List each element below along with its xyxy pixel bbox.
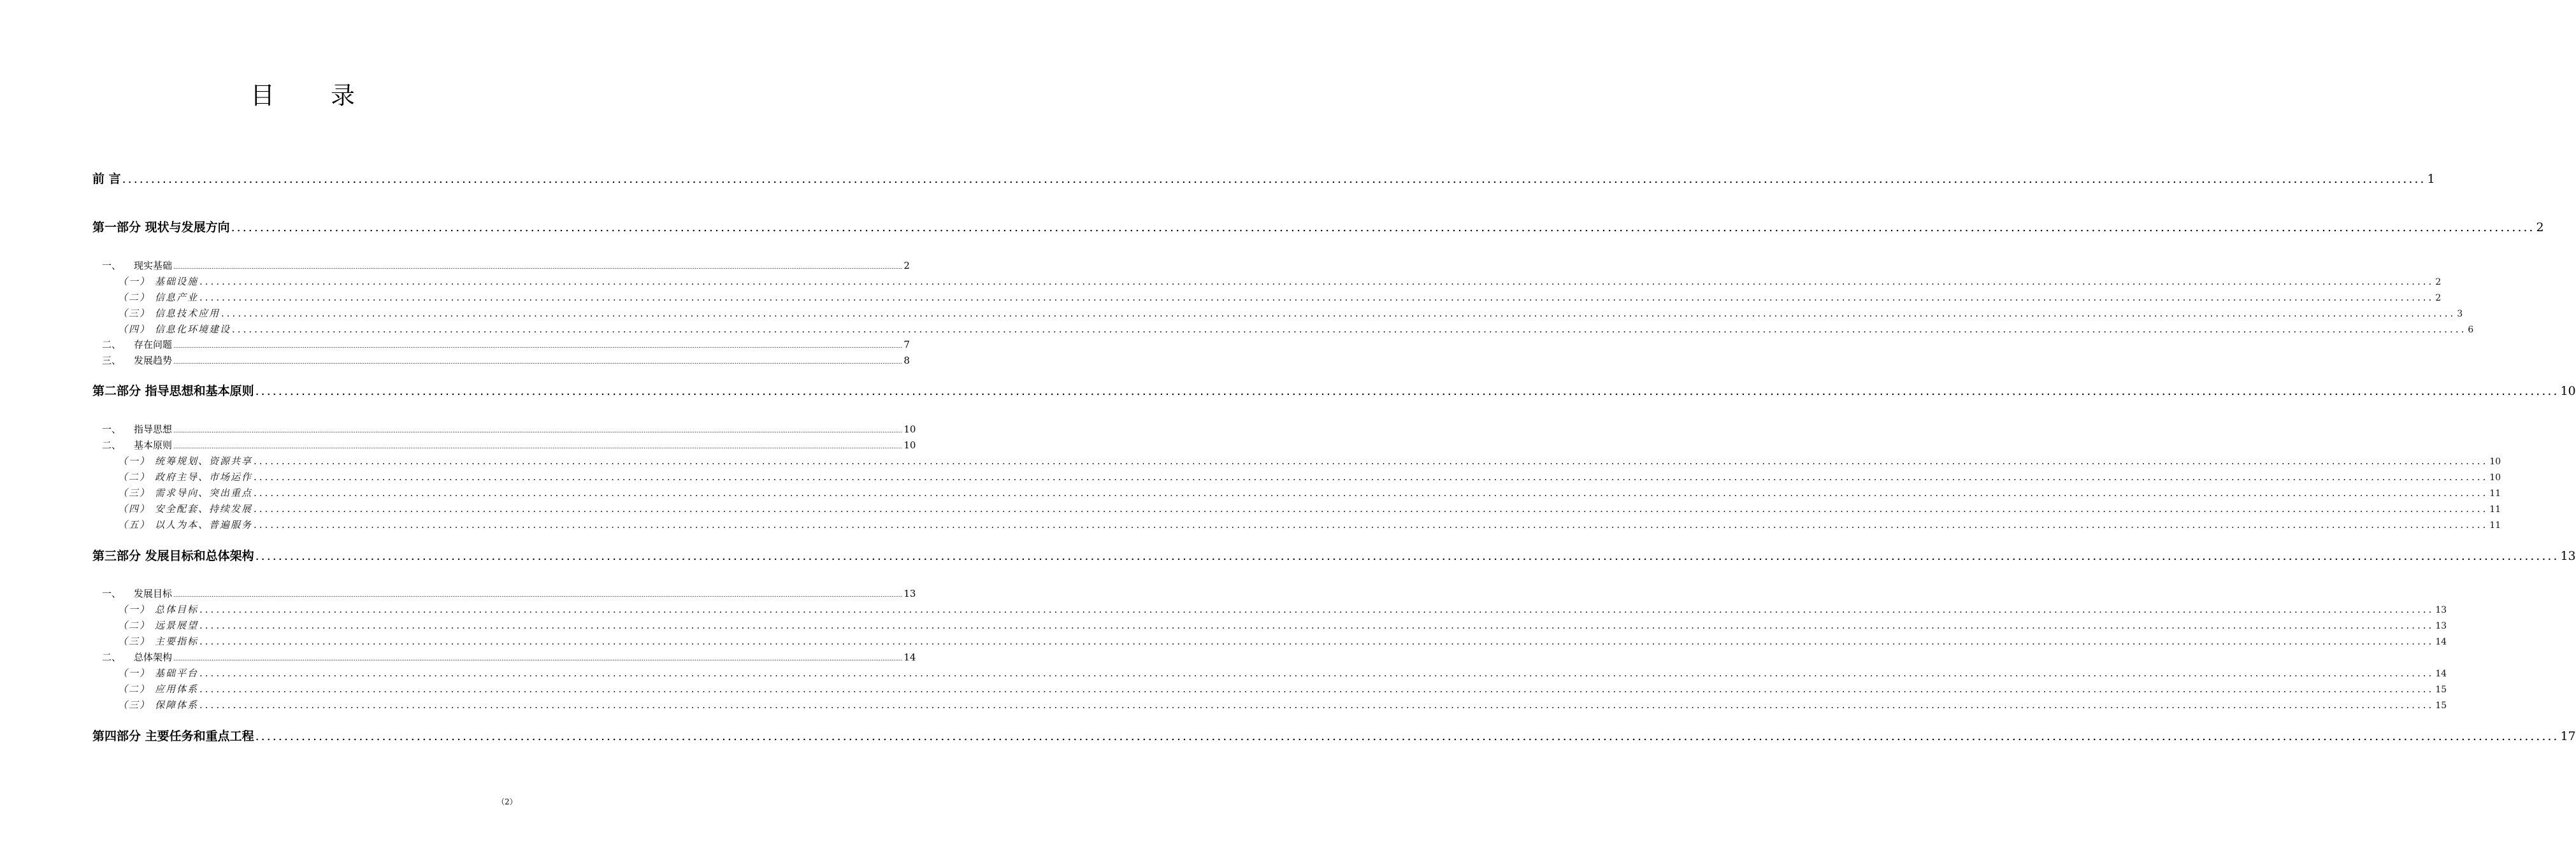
toc-part-label: 前 言 — [92, 172, 121, 186]
toc-leader: ................................................................................................................................................................................................................................................................................................................................................................................................................ — [199, 699, 2435, 711]
toc-part-label: 第三部分 发展目标和总体架构 — [92, 549, 254, 563]
toc-page-number: 2 — [2435, 277, 2442, 287]
toc-page-number: 2 — [2536, 220, 2544, 234]
toc-leader: ................................................................................................................................................................................................................................................................................................................................................................................................................ — [173, 359, 903, 366]
toc-subsection-number: （三） — [118, 636, 151, 647]
toc-section-label: 存在问题 — [134, 339, 173, 350]
toc-subsection-number: （四） — [118, 324, 151, 335]
toc-subsection-number: （一） — [118, 667, 151, 679]
toc-subsection[interactable] — [118, 634, 2447, 648]
toc-subsection-number: （四） — [118, 503, 151, 515]
toc-subsection-label: 基础设施 — [155, 276, 199, 287]
toc-section[interactable] — [102, 353, 910, 367]
toc-section[interactable] — [102, 438, 916, 452]
toc-subsection-number: （二） — [118, 683, 151, 695]
toc-part-label: 第四部分 主要任务和重点工程 — [92, 729, 254, 743]
toc-part-label: 第一部分 现状与发展方向 — [92, 220, 230, 234]
toc-leader: ................................................................................................................................................................................................................................................................................................................................................................................................................ — [173, 428, 903, 434]
toc-section-label: 现实基础 — [134, 260, 173, 271]
toc-section-number: 一、 — [102, 260, 122, 271]
toc-subsection[interactable] — [118, 290, 2442, 304]
toc-page-number: 14 — [2435, 637, 2447, 647]
toc-section-number: 一、 — [102, 588, 122, 599]
toc-subsection-label: 信息产业 — [155, 292, 199, 303]
toc-leader: ................................................................................................................................................................................................................................................................................................................................................................................................................ — [221, 308, 2456, 319]
toc-page-number: 8 — [903, 355, 910, 366]
toc-page-number: 10 — [903, 424, 916, 435]
toc-subsection[interactable] — [118, 322, 2474, 336]
toc-subsection[interactable] — [118, 666, 2447, 680]
toc-page-number: 2 — [2435, 293, 2442, 303]
toc-leader: ................................................................................................................................................................................................................................................................................................................................................................................................................ — [254, 503, 2489, 515]
toc-leader: ................................................................................................................................................................................................................................................................................................................................................................................................................ — [254, 519, 2489, 531]
toc-subsection[interactable] — [118, 486, 2501, 499]
toc-section-number: 三、 — [102, 355, 122, 366]
toc-subsection[interactable] — [118, 454, 2501, 467]
toc-part-label: 第二部分 指导思想和基本原则 — [92, 384, 254, 398]
toc-part-preface[interactable] — [92, 169, 2435, 187]
toc-part-4[interactable] — [92, 727, 2576, 744]
toc-page-number: 2 — [903, 260, 910, 271]
toc-page-number: 14 — [903, 652, 916, 663]
toc-page-number: 6 — [2468, 325, 2474, 335]
toc-subsection[interactable] — [118, 698, 2447, 711]
toc-subsection-label: 以人为本、普遍服务 — [155, 519, 253, 531]
toc-part-2[interactable] — [92, 382, 2576, 399]
toc-subsection-label: 统筹规划、资源共享 — [155, 455, 253, 467]
toc-subsection[interactable] — [118, 275, 2442, 288]
toc-subsection[interactable] — [118, 682, 2447, 696]
toc-part-1[interactable] — [92, 218, 2544, 235]
toc-leader: ................................................................................................................................................................................................................................................................................................................................................................................................................ — [199, 667, 2435, 679]
toc-subsection-label: 主要指标 — [155, 636, 199, 647]
toc-page-number: 14 — [2435, 669, 2447, 679]
toc-leader: ................................................................................................................................................................................................................................................................................................................................................................................................................ — [255, 549, 2559, 563]
toc-leader: ................................................................................................................................................................................................................................................................................................................................................................................................................ — [255, 384, 2559, 398]
toc-page-number: 10 — [2560, 384, 2576, 398]
toc-page-number: 13 — [2435, 621, 2447, 631]
toc-section[interactable] — [102, 587, 916, 600]
toc-leader: ................................................................................................................................................................................................................................................................................................................................................................................................................ — [199, 620, 2435, 631]
toc-leader: ................................................................................................................................................................................................................................................................................................................................................................................................................ — [199, 636, 2435, 647]
toc-leader: ................................................................................................................................................................................................................................................................................................................................................................................................................ — [254, 487, 2489, 499]
toc-subsection-number: （二） — [118, 620, 151, 631]
toc-subsection-number: （三） — [118, 487, 151, 499]
toc-section-label: 总体架构 — [134, 652, 173, 663]
toc-leader: ................................................................................................................................................................................................................................................................................................................................................................................................................ — [173, 343, 903, 350]
toc-leader: ................................................................................................................................................................................................................................................................................................................................................................................................................ — [231, 220, 2535, 234]
toc-leader: ................................................................................................................................................................................................................................................................................................................................................................................................................ — [199, 292, 2435, 303]
toc-subsection-number: （二） — [118, 292, 151, 303]
page-footer-number: （2） — [497, 797, 517, 806]
toc-subsection-label: 安全配套、持续发展 — [155, 503, 253, 515]
toc-subsection-label: 应用体系 — [155, 683, 199, 695]
toc-leader: ................................................................................................................................................................................................................................................................................................................................................................................................................ — [255, 729, 2559, 743]
toc-section-label: 指导思想 — [134, 424, 173, 435]
toc-section[interactable] — [102, 338, 910, 351]
toc-subsection-number: （二） — [118, 471, 151, 483]
toc-subsection-label: 需求导向、突出重点 — [155, 487, 253, 499]
toc-leader: ................................................................................................................................................................................................................................................................................................................................................................................................................ — [173, 592, 903, 599]
toc-page-number: 11 — [2489, 520, 2501, 531]
toc-subsection-label: 政府主导、市场运作 — [155, 471, 253, 483]
toc-leader: ................................................................................................................................................................................................................................................................................................................................................................................................................ — [199, 276, 2435, 287]
toc-subsection[interactable] — [118, 603, 2447, 616]
toc-leader: ................................................................................................................................................................................................................................................................................................................................................................................................................ — [254, 455, 2489, 467]
toc-leader: ................................................................................................................................................................................................................................................................................................................................................................................................................ — [173, 264, 903, 271]
toc-leader: ................................................................................................................................................................................................................................................................................................................................................................................................................ — [122, 172, 2426, 186]
toc-leader: ................................................................................................................................................................................................................................................................................................................................................................................................................ — [254, 471, 2489, 483]
toc-subsection-label: 基础平台 — [155, 667, 199, 679]
toc-subsection-number: （五） — [118, 519, 151, 531]
toc-subsection[interactable] — [118, 470, 2501, 483]
toc-section-label: 发展目标 — [134, 588, 173, 599]
toc-subsection-label: 信息技术应用 — [155, 308, 220, 319]
toc-subsection-number: （一） — [118, 276, 151, 287]
toc-page-number: 13 — [903, 588, 916, 599]
toc-section-number: 二、 — [102, 439, 122, 451]
toc-page-number: 11 — [2489, 489, 2501, 499]
toc-page-number: 1 — [2427, 172, 2435, 186]
toc-subsection-label: 信息化环境建设 — [155, 324, 231, 335]
toc-section-label: 基本原则 — [134, 439, 173, 451]
toc-page-number: 15 — [2435, 701, 2447, 711]
toc-page-number: 13 — [2435, 605, 2447, 615]
toc-section-number: 二、 — [102, 652, 122, 663]
toc-subsection-label: 保障体系 — [155, 699, 199, 711]
toc-section[interactable] — [102, 650, 916, 664]
toc-section-number: 二、 — [102, 339, 122, 350]
toc-subsection-number: （一） — [118, 604, 151, 615]
toc-subsection[interactable] — [118, 502, 2501, 515]
toc-page-number: 10 — [2489, 457, 2501, 467]
toc-page-number: 3 — [2457, 309, 2463, 319]
toc-page-number: 17 — [2560, 729, 2576, 743]
toc-section[interactable] — [102, 422, 916, 436]
toc-leader: ................................................................................................................................................................................................................................................................................................................................................................................................................ — [173, 444, 903, 450]
toc-page-number: 7 — [903, 339, 910, 350]
toc-part-3[interactable] — [92, 546, 2576, 564]
toc-subsection-label: 总体目标 — [155, 604, 199, 615]
toc-subsection-number: （三） — [118, 308, 151, 319]
toc-section[interactable] — [102, 259, 910, 272]
toc-subsection[interactable] — [118, 306, 2463, 320]
toc-page-number: 15 — [2435, 685, 2447, 695]
page-title: 目 录 — [250, 82, 380, 110]
toc-subsection-number: （三） — [118, 699, 151, 711]
toc-subsection-number: （一） — [118, 455, 151, 467]
toc-subsection-label: 远景展望 — [155, 620, 199, 631]
toc-subsection[interactable] — [118, 618, 2447, 632]
toc-leader: ................................................................................................................................................................................................................................................................................................................................................................................................................ — [232, 324, 2467, 335]
toc-leader: ................................................................................................................................................................................................................................................................................................................................................................................................................ — [199, 683, 2435, 695]
toc-leader: ................................................................................................................................................................................................................................................................................................................................................................................................................ — [173, 656, 903, 662]
toc-page-number: 11 — [2489, 504, 2501, 515]
toc-subsection[interactable] — [118, 518, 2501, 531]
toc-page-number: 10 — [903, 439, 916, 451]
toc-section-number: 一、 — [102, 424, 122, 435]
toc-section-label: 发展趋势 — [134, 355, 173, 366]
toc-page-number: 13 — [2560, 549, 2576, 563]
toc-leader: ................................................................................................................................................................................................................................................................................................................................................................................................................ — [199, 604, 2435, 615]
toc-page-number: 10 — [2489, 473, 2501, 483]
